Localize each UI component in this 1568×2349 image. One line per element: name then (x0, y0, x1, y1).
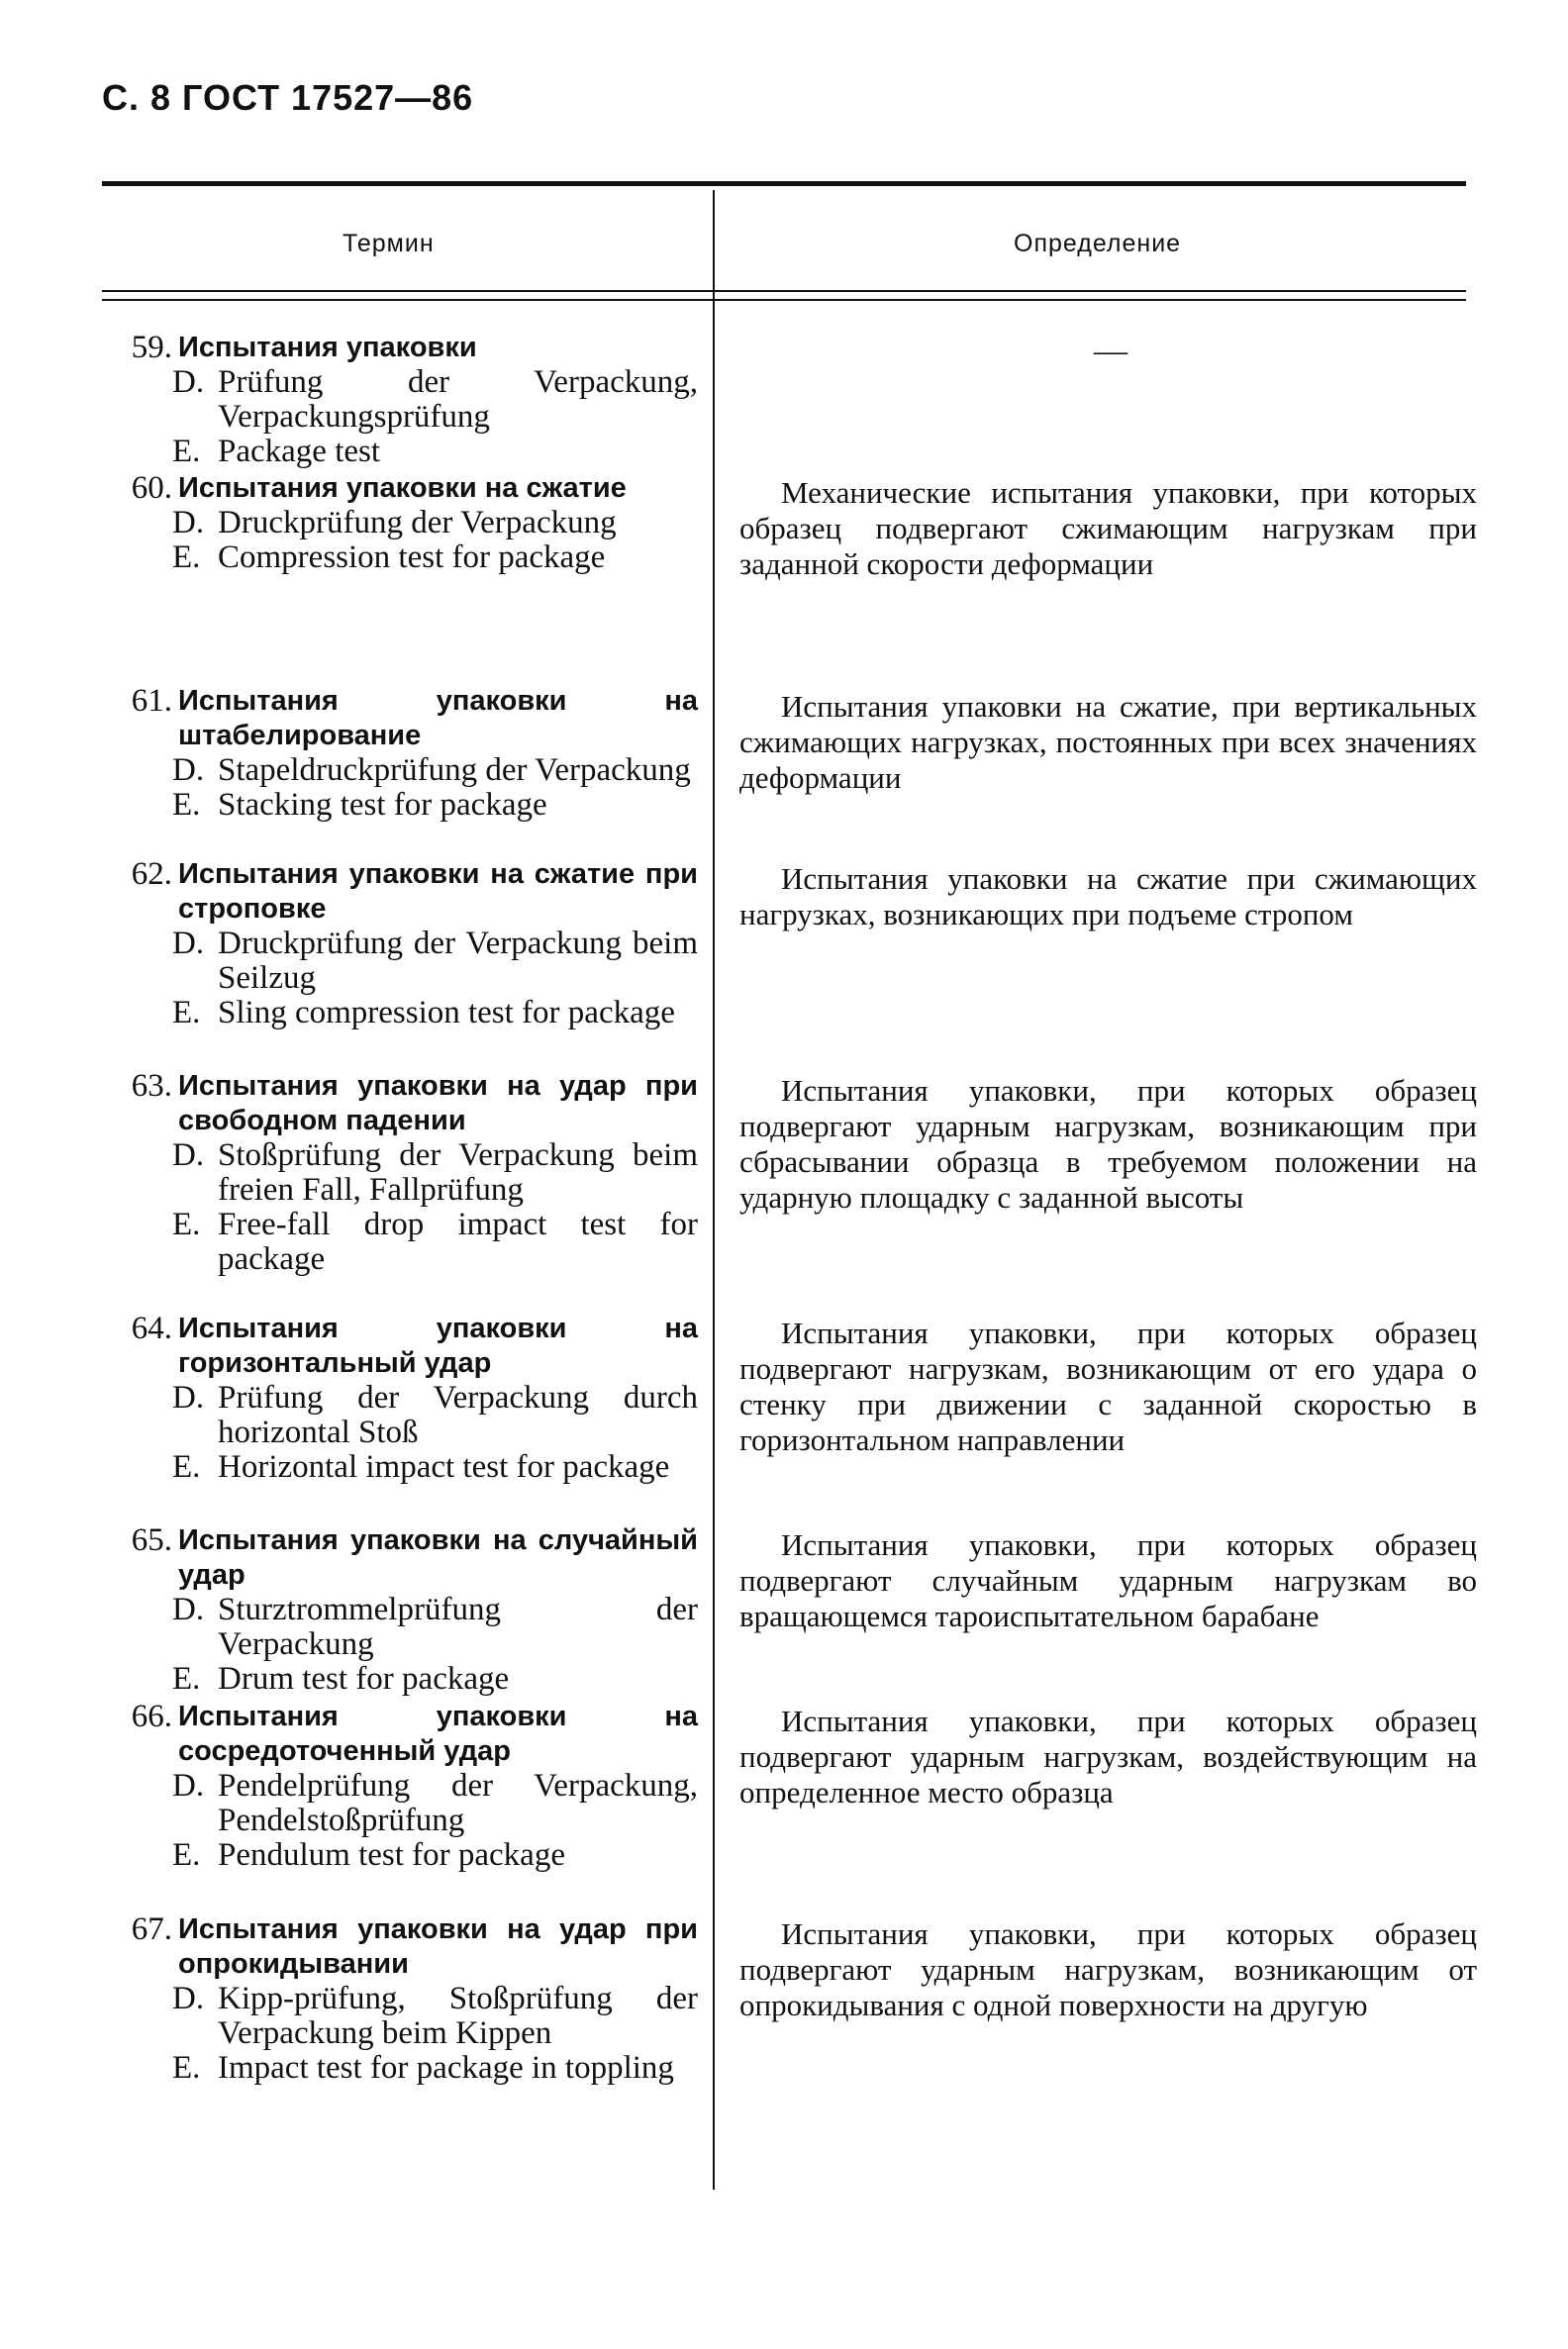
definition-63: Испытания упаковки, при которых образец подвергают ударным нагрузкам, возникающим при сбрасывании образца в требуемом положении на ударную площадку с заданной высоты (739, 1073, 1477, 1215)
lang-label-en: E. (172, 1449, 201, 1485)
lang-label-en: E. (172, 1207, 201, 1242)
lang-label-de: D. (172, 1592, 205, 1627)
term-entry-66 (99, 1700, 698, 1873)
term-ru: Испытания упаковки на сосредоточенный удар (178, 1701, 698, 1767)
lang-label-en: E. (172, 2050, 201, 2086)
term-de: Prüfung der Verpackung durch horizontal Stoß (218, 1380, 698, 1450)
table-top-rule (102, 181, 1466, 186)
term-entry-65 (99, 1523, 698, 1697)
term-entry-61 (99, 684, 698, 823)
entry-number: 62. (131, 856, 172, 892)
lang-label-en: E. (172, 434, 201, 469)
lang-label-en: E. (172, 995, 201, 1030)
term-ru: Испытания упаковки на горизонтальный удар (178, 1313, 698, 1379)
term-de: Stoßprüfung der Verpackung beim freien Fall, Fallprüfung (218, 1137, 698, 1208)
definition-66: Испытания упаковки, при которых образец подвергают ударным нагрузкам, воздействующим на определенное место образца (739, 1704, 1477, 1810)
term-de: Druckprüfung der Verpackung beim Seilzug (218, 926, 698, 996)
lang-label-de: D. (172, 752, 205, 788)
definition-67: Испытания упаковки, при которых образец подвергают ударным нагрузкам, возникающим от опрокидывания с одной поверхности на другую (739, 1916, 1477, 2022)
term-en: Free-fall drop impact test for package (218, 1207, 698, 1277)
entry-number: 61. (131, 683, 172, 719)
term-en: Stacking test for package (218, 787, 547, 823)
lang-label-de: D. (172, 1380, 205, 1416)
column-header-term: Термин (343, 230, 435, 257)
term-de: Druckprüfung der Verpackung (218, 505, 617, 540)
term-en: Sling compression test for package (218, 995, 675, 1030)
term-de: Kipp-prüfung, Stoßprüfung der Verpackung beim Kippen (218, 1981, 698, 2051)
lang-label-de: D. (172, 926, 205, 961)
term-en: Impact test for package in toppling (218, 2050, 674, 2086)
term-en: Compression test for package (218, 539, 606, 575)
term-ru: Испытания упаковки (178, 332, 477, 363)
lang-label-de: D. (172, 1981, 205, 2016)
definition-65: Испытания упаковки, при которых образец подвергают случайным ударным нагрузкам во вращающемся тароиспытательном барабане (739, 1527, 1477, 1633)
term-entry-67 (99, 1912, 698, 2086)
term-entry-62 (99, 857, 698, 1030)
entry-number: 67. (131, 1911, 172, 1947)
lang-label-de: D. (172, 1137, 205, 1173)
entry-number: 65. (131, 1522, 172, 1558)
term-ru: Испытания упаковки на удар при свободном падении (178, 1070, 698, 1136)
term-en: Package test (218, 434, 381, 469)
term-ru: Испытания упаковки на сжатие (178, 472, 627, 504)
entry-number: 60. (131, 470, 172, 506)
term-ru: Испытания упаковки на сжатие при строповке (178, 858, 698, 925)
page-header: С. 8 ГОСТ 17527—86 (102, 77, 474, 118)
definition-61: Испытания упаковки на сжатие, при вертикальных сжимающих нагрузках, постоянных при всех значениях деформации (739, 689, 1477, 795)
header-rule-upper (102, 290, 1466, 292)
lang-label-en: E. (172, 1837, 201, 1873)
header-rule-lower (102, 299, 1466, 301)
definition-64: Испытания упаковки, при которых образец подвергают нагрузкам, возникающим от его удара о стенку при движении с заданной скоростью в горизонтальном направлении (739, 1316, 1477, 1457)
term-en: Horizontal impact test for package (218, 1449, 670, 1485)
term-de: Pendelprüfung der Verpackung, Pendelstoßprüfung (218, 1768, 698, 1838)
term-de: Prüfung der Verpackung, Verpackungsprüfung (218, 364, 698, 435)
column-divider (713, 190, 715, 2190)
term-ru: Испытания упаковки на случайный удар (178, 1524, 698, 1591)
term-en: Pendulum test for package (218, 1837, 565, 1873)
term-en: Drum test for package (218, 1661, 510, 1697)
entry-number: 64. (131, 1311, 172, 1346)
term-entry-63 (99, 1069, 698, 1277)
entry-number: 63. (131, 1068, 172, 1104)
term-de: Sturztrommelprüfung der Verpackung (218, 1592, 698, 1662)
term-entry-64 (99, 1312, 698, 1485)
lang-label-en: E. (172, 1661, 201, 1697)
lang-label-de: D. (172, 364, 205, 400)
term-ru: Испытания упаковки на штабелирование (178, 685, 698, 751)
lang-label-en: E. (172, 787, 201, 823)
term-entry-60 (99, 471, 698, 575)
term-ru: Испытания упаковки на удар при опрокидывании (178, 1913, 698, 1980)
definition-59: — (1094, 333, 1127, 369)
term-de: Stapeldruckprüfung der Verpackung (218, 752, 691, 788)
definition-62: Испытания упаковки на сжатие при сжимающих нагрузках, возникающих при подъеме стропом (739, 861, 1477, 931)
lang-label-de: D. (172, 1768, 205, 1804)
definition-60: Механические испытания упаковки, при которых образец подвергают сжимающим нагрузкам при заданной скорости деформации (739, 475, 1477, 581)
column-header-definition: Определение (1014, 230, 1182, 257)
entry-number: 66. (131, 1699, 172, 1734)
entry-number: 59. (131, 330, 172, 365)
lang-label-de: D. (172, 505, 205, 540)
lang-label-en: E. (172, 539, 201, 575)
term-entry-59 (99, 331, 698, 469)
